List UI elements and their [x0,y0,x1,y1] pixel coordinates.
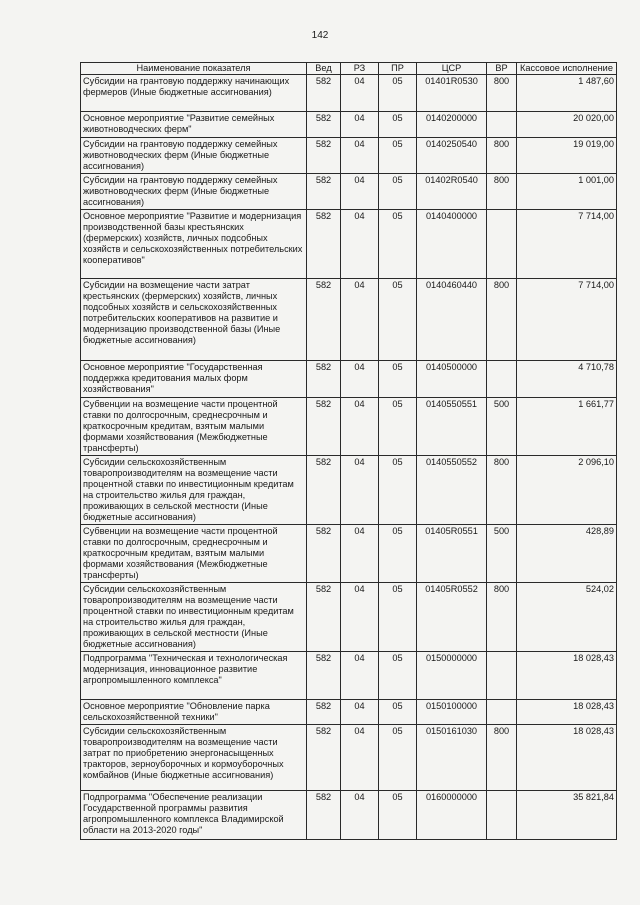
table-row [81,725,617,791]
row-name: Субсидии на грантовую поддержку семейных животноводческих ферм (Иные бюджетные ассигнования) [81,138,307,174]
row-name: Субвенции на возмещение части процентной ставки по долгосрочным, среднесрочным и краткосрочным кредитам, взятым малыми формами хозяйствования (Межбюджетные трансферты) [81,525,307,583]
row-csr: 0150161030 [417,725,487,791]
row-pr: 05 [379,112,417,138]
row-vr: 800 [487,75,517,112]
row-pr: 05 [379,361,417,398]
row-rz: 04 [341,138,379,174]
row-ved: 582 [307,725,341,791]
row-ved: 582 [307,138,341,174]
row-csr: 01405R0551 [417,525,487,583]
row-pr: 05 [379,138,417,174]
row-ved: 582 [307,583,341,652]
page-number: 142 [311,30,329,41]
table-row [81,279,617,361]
row-pr: 05 [379,652,417,700]
table-row [81,456,617,525]
row-csr: 0150000000 [417,652,487,700]
row-amount: 19 019,00 [517,138,617,174]
row-ved: 582 [307,398,341,456]
row-vr: 500 [487,525,517,583]
row-ved: 582 [307,75,341,112]
row-amount: 1 001,00 [517,174,617,210]
row-amount: 18 028,43 [517,700,617,725]
row-vr [487,652,517,700]
row-ved: 582 [307,700,341,725]
row-amount: 1 661,77 [517,398,617,456]
row-amount: 1 487,60 [517,75,617,112]
row-pr: 05 [379,210,417,279]
row-rz: 04 [341,583,379,652]
row-csr: 0140400000 [417,210,487,279]
row-ved: 582 [307,525,341,583]
row-pr: 05 [379,700,417,725]
row-vr [487,112,517,138]
header-rz: РЗ [341,63,379,75]
header-csr: ЦСР [417,63,487,75]
row-pr: 05 [379,174,417,210]
table-row [81,525,617,583]
header-pr: ПР [379,63,417,75]
row-ved: 582 [307,112,341,138]
row-rz: 04 [341,279,379,361]
row-name: Субвенции на возмещение части процентной ставки по долгосрочным, среднесрочным и краткосрочным кредитам, взятым малыми формами хозяйствования (Межбюджетные трансферты) [81,398,307,456]
row-pr: 05 [379,279,417,361]
row-rz: 04 [341,112,379,138]
row-vr [487,700,517,725]
row-csr: 0140550551 [417,398,487,456]
row-pr: 05 [379,725,417,791]
row-amount: 18 028,43 [517,725,617,791]
row-ved: 582 [307,652,341,700]
row-name: Основное мероприятие "Государственная поддержка кредитования малых форм хозяйствования" [81,361,307,398]
table-row [81,652,617,700]
row-amount: 20 020,00 [517,112,617,138]
row-pr: 05 [379,75,417,112]
table-row [81,583,617,652]
table-row [81,174,617,210]
table-row [81,210,617,279]
header-ved: Вед [307,63,341,75]
row-name: Подпрограмма "Техническая и технологическая модернизация, инновационное развитие агропромышленного комплекса" [81,652,307,700]
table-row [81,138,617,174]
row-name: Субсидии сельскохозяйственным товаропроизводителям на возмещение части процентной ставки по инвестиционным кредитам на строительство жилья для граждан, проживающих в сельской местности (Иные бюджетные ассигнования) [81,456,307,525]
table-row [81,398,617,456]
row-amount: 428,89 [517,525,617,583]
row-vr [487,210,517,279]
row-name: Субсидии на возмещение части затрат крестьянских (фермерских) хозяйств, личных подсобных хозяйств и сельскохозяйственных потребительских кооперативов на развитие и модернизацию производственной базы (Иные бюджетные ассигнования) [81,279,307,361]
row-pr: 05 [379,583,417,652]
row-ved: 582 [307,456,341,525]
row-amount: 4 710,78 [517,361,617,398]
header-vr: ВР [487,63,517,75]
row-name: Субсидии на грантовую поддержку начинающих фермеров (Иные бюджетные ассигнования) [81,75,307,112]
row-vr [487,361,517,398]
row-rz: 04 [341,725,379,791]
row-csr: 0150100000 [417,700,487,725]
row-rz: 04 [341,210,379,279]
row-csr: 01401R0530 [417,75,487,112]
header-amount: Кассовое исполнение [517,63,617,75]
row-vr: 800 [487,456,517,525]
row-csr: 0140200000 [417,112,487,138]
row-name: Подпрограмма "Обеспечение реализации Государственной программы развития агропромышленного комплекса Владимирской области на 2013-2020 годы" [81,791,307,840]
row-vr: 500 [487,398,517,456]
row-rz: 04 [341,456,379,525]
row-name: Субсидии на грантовую поддержку семейных животноводческих ферм (Иные бюджетные ассигнования) [81,174,307,210]
row-vr: 800 [487,279,517,361]
table-row [81,791,617,840]
row-rz: 04 [341,361,379,398]
row-name: Основное мероприятие "Обновление парка сельскохозяйственной техники" [81,700,307,725]
row-rz: 04 [341,652,379,700]
table-row [81,361,617,398]
table-row [81,75,617,112]
row-pr: 05 [379,525,417,583]
row-rz: 04 [341,75,379,112]
row-ved: 582 [307,174,341,210]
row-rz: 04 [341,525,379,583]
row-ved: 582 [307,279,341,361]
row-pr: 05 [379,456,417,525]
row-amount: 35 821,84 [517,791,617,840]
row-ved: 582 [307,361,341,398]
row-csr: 0140500000 [417,361,487,398]
row-vr: 800 [487,583,517,652]
row-ved: 582 [307,791,341,840]
table-row [81,112,617,138]
row-rz: 04 [341,791,379,840]
row-rz: 04 [341,174,379,210]
row-csr: 0140550552 [417,456,487,525]
row-vr: 800 [487,725,517,791]
row-amount: 18 028,43 [517,652,617,700]
table-header-row [81,63,617,75]
row-rz: 04 [341,398,379,456]
row-name: Субсидии сельскохозяйственным товаропроизводителям на возмещение части затрат по приобретению энергонасыщенных тракторов, зерноуборочных и кормоуборочных комбайнов (Иные бюджетные ассигнования) [81,725,307,791]
row-amount: 7 714,00 [517,210,617,279]
row-amount: 7 714,00 [517,279,617,361]
table-row [81,700,617,725]
row-name: Основное мероприятие "Развитие семейных животноводческих ферм" [81,112,307,138]
row-name: Субсидии сельскохозяйственным товаропроизводителям на возмещение части процентной ставки по инвестиционным кредитам на строительство жилья для граждан, проживающих в сельской местности (Иные бюджетные ассигнования) [81,583,307,652]
row-vr: 800 [487,174,517,210]
row-amount: 2 096,10 [517,456,617,525]
row-csr: 0140250540 [417,138,487,174]
row-vr [487,791,517,840]
header-name: Наименование показателя [81,63,307,75]
row-ved: 582 [307,210,341,279]
row-amount: 524,02 [517,583,617,652]
row-csr: 0140460440 [417,279,487,361]
row-name: Основное мероприятие "Развитие и модернизация производственной базы крестьянских (фермерских) хозяйств, личных подсобных хозяйств и сельскохозяйственных потребительских кооперативов" [81,210,307,279]
row-csr: 0160000000 [417,791,487,840]
row-vr: 800 [487,138,517,174]
row-pr: 05 [379,398,417,456]
row-csr: 01405R0552 [417,583,487,652]
budget-table [80,62,617,840]
row-pr: 05 [379,791,417,840]
row-rz: 04 [341,700,379,725]
row-csr: 01402R0540 [417,174,487,210]
